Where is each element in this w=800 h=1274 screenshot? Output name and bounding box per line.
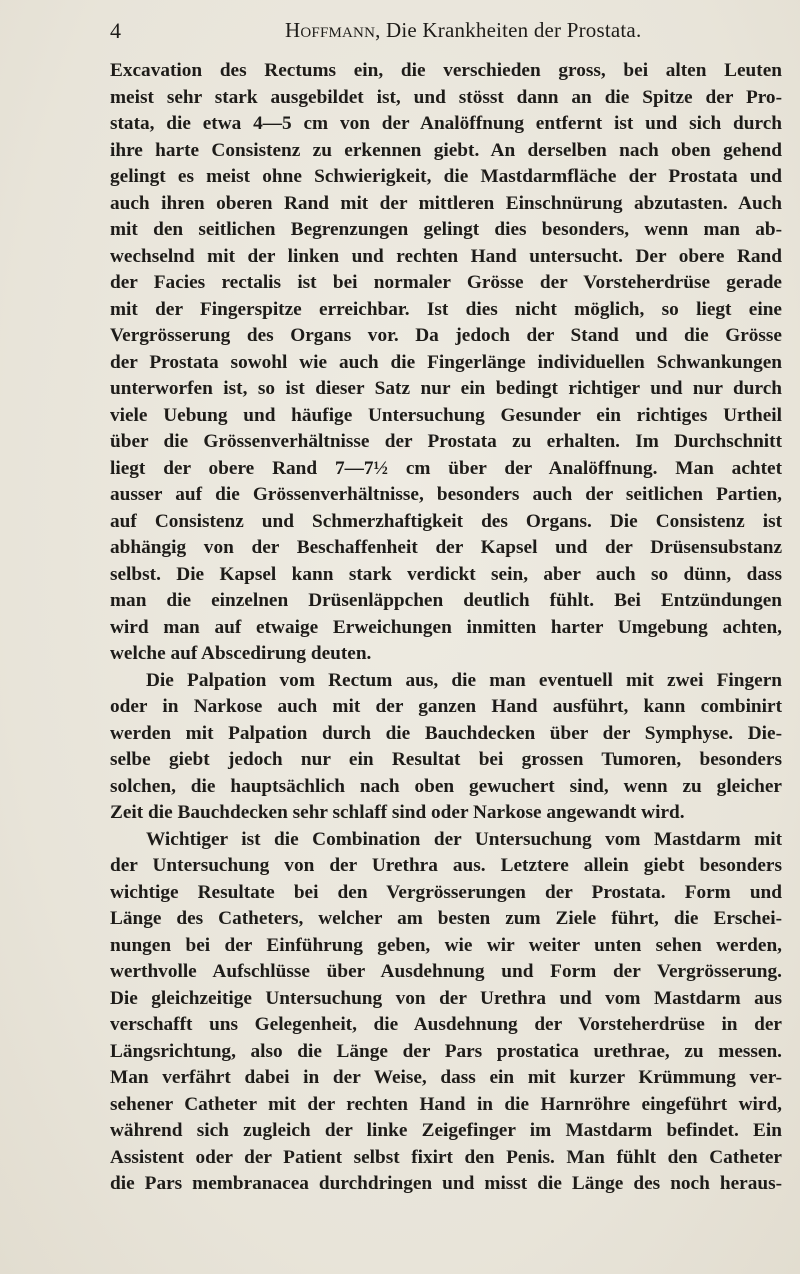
text-line: abhängig von der Beschaffenheit der Kapsel und der Drüsensubstanz <box>110 537 782 558</box>
text-line: meist sehr stark ausgebildet ist, und stösst dann an die Spitze der Pro- <box>110 86 782 108</box>
text-line: Excavation des Rectums ein, die verschieden gross, bei alten Leuten <box>110 60 782 81</box>
text-line: selbe giebt jedoch nur ein Resultat bei grossen Tumoren, besonders <box>110 749 782 770</box>
text-line: der Prostata sowohl wie auch die Fingerlänge individuellen Schwankungen <box>110 351 782 373</box>
text-line: solchen, die hauptsächlich nach oben gewuchert sind, wenn zu gleicher <box>110 775 782 797</box>
text-line: Vergrösserung des Organs vor. Da jedoch der Stand und die Grösse <box>110 325 782 346</box>
text-line: verschafft uns Gelegenheit, die Ausdehnung der Vorsteherdrüse in der <box>110 1014 782 1035</box>
text-line: der Facies rectalis ist bei normaler Grösse der Vorsteherdrüse gerade <box>110 272 782 293</box>
text-line: während sich zugleich der linke Zeigefinger im Mastdarm befindet. Ein <box>110 1120 782 1141</box>
text-line: unterworfen ist, so ist dieser Satz nur ein bedingt richtiger und nur durch <box>110 378 782 399</box>
text-line: Länge des Catheters, welcher am besten zum Ziele führt, die Erschei- <box>110 908 782 929</box>
text-line: die Pars membranacea durchdringen und misst die Länge des noch heraus- <box>110 1173 782 1194</box>
text-line: auch ihren oberen Rand mit der mittleren Einschnürung abzutasten. Auch <box>110 192 782 214</box>
text-line: man die einzelnen Drüsenläppchen deutlich fühlt. Bei Entzündungen <box>110 590 782 611</box>
running-head-author: Hoffmann <box>285 18 376 42</box>
text-line: auf Consistenz und Schmerzhaftigkeit des Organs. Die Consistenz ist <box>110 510 782 532</box>
text-line: werthvolle Aufschlüsse über Ausdehnung und Form der Vergrösserung. <box>110 961 782 982</box>
text-line: nungen bei der Einführung geben, wie wir weiter unten sehen werden, <box>110 934 782 956</box>
page-number: 4 <box>110 18 121 43</box>
paragraph-start-line: Wichtiger ist die Combination der Untersuchung vom Mastdarm mit <box>146 828 782 850</box>
running-head-title: , Die Krankheiten der Prostata. <box>375 18 642 42</box>
text-line: ausser auf die Grössenverhältnisse, besonders auch der seitlichen Partien, <box>110 484 782 505</box>
text-line: werden mit Palpation durch die Bauchdecken über der Symphyse. Die- <box>110 722 782 744</box>
body-text <box>110 58 782 1198</box>
text-line: sehener Catheter mit der rechten Hand in die Harnröhre eingeführt wird, <box>110 1093 782 1115</box>
text-line: Man verfährt dabei in der Weise, dass ein mit kurzer Krümmung ver- <box>110 1067 782 1088</box>
text-line: mit der Fingerspitze erreichbar. Ist dies nicht möglich, so liegt eine <box>110 298 782 320</box>
text-line: ihre harte Consistenz zu erkennen giebt. An derselben nach oben gehend <box>110 139 782 161</box>
text-line: wechselnd mit der linken und rechten Hand untersucht. Der obere Rand <box>110 245 782 267</box>
paragraph-end-line: Zeit die Bauchdecken sehr schlaff sind oder Narkose angewandt wird. <box>110 802 685 823</box>
text-line: wichtige Resultate bei den Vergrösserungen der Prostata. Form und <box>110 881 782 903</box>
text-line: über die Grössenverhältnisse der Prostata zu erhalten. Im Durchschnitt <box>110 431 782 452</box>
paragraph-end-line: welche auf Abscedirung deuten. <box>110 643 372 664</box>
text-line: Assistent oder der Patient selbst fixirt den Penis. Man fühlt den Catheter <box>110 1146 782 1168</box>
text-line: oder in Narkose auch mit der ganzen Hand ausführt, kann combinirt <box>110 696 782 717</box>
text-line: stata, die etwa 4—5 cm von der Analöffnung entfernt ist und sich durch <box>110 113 782 134</box>
text-line: Längsrichtung, also die Länge der Pars prostatica urethrae, zu messen. <box>110 1040 782 1062</box>
paragraph-start-line: Die Palpation vom Rectum aus, die man eventuell mit zwei Fingern <box>146 669 782 691</box>
text-line: mit den seitlichen Begrenzungen gelingt dies besonders, wenn man ab- <box>110 219 782 240</box>
text-line: der Untersuchung von der Urethra aus. Letztere allein giebt besonders <box>110 855 782 876</box>
text-line: liegt der obere Rand 7—7½ cm über der Analöffnung. Man achtet <box>110 457 782 479</box>
text-line: selbst. Die Kapsel kann stark verdickt sein, aber auch so dünn, dass <box>110 563 782 585</box>
text-line: wird man auf etwaige Erweichungen inmitten harter Umgebung achten, <box>110 616 782 638</box>
text-line: viele Uebung und häufige Untersuchung Gesunder ein richtiges Urtheil <box>110 404 782 426</box>
text-line: gelingt es meist ohne Schwierigkeit, die Mastdarmfläche der Prostata und <box>110 166 782 187</box>
running-head <box>285 18 641 43</box>
text-line: Die gleichzeitige Untersuchung von der Urethra und vom Mastdarm aus <box>110 987 782 1009</box>
page-header <box>110 18 790 52</box>
